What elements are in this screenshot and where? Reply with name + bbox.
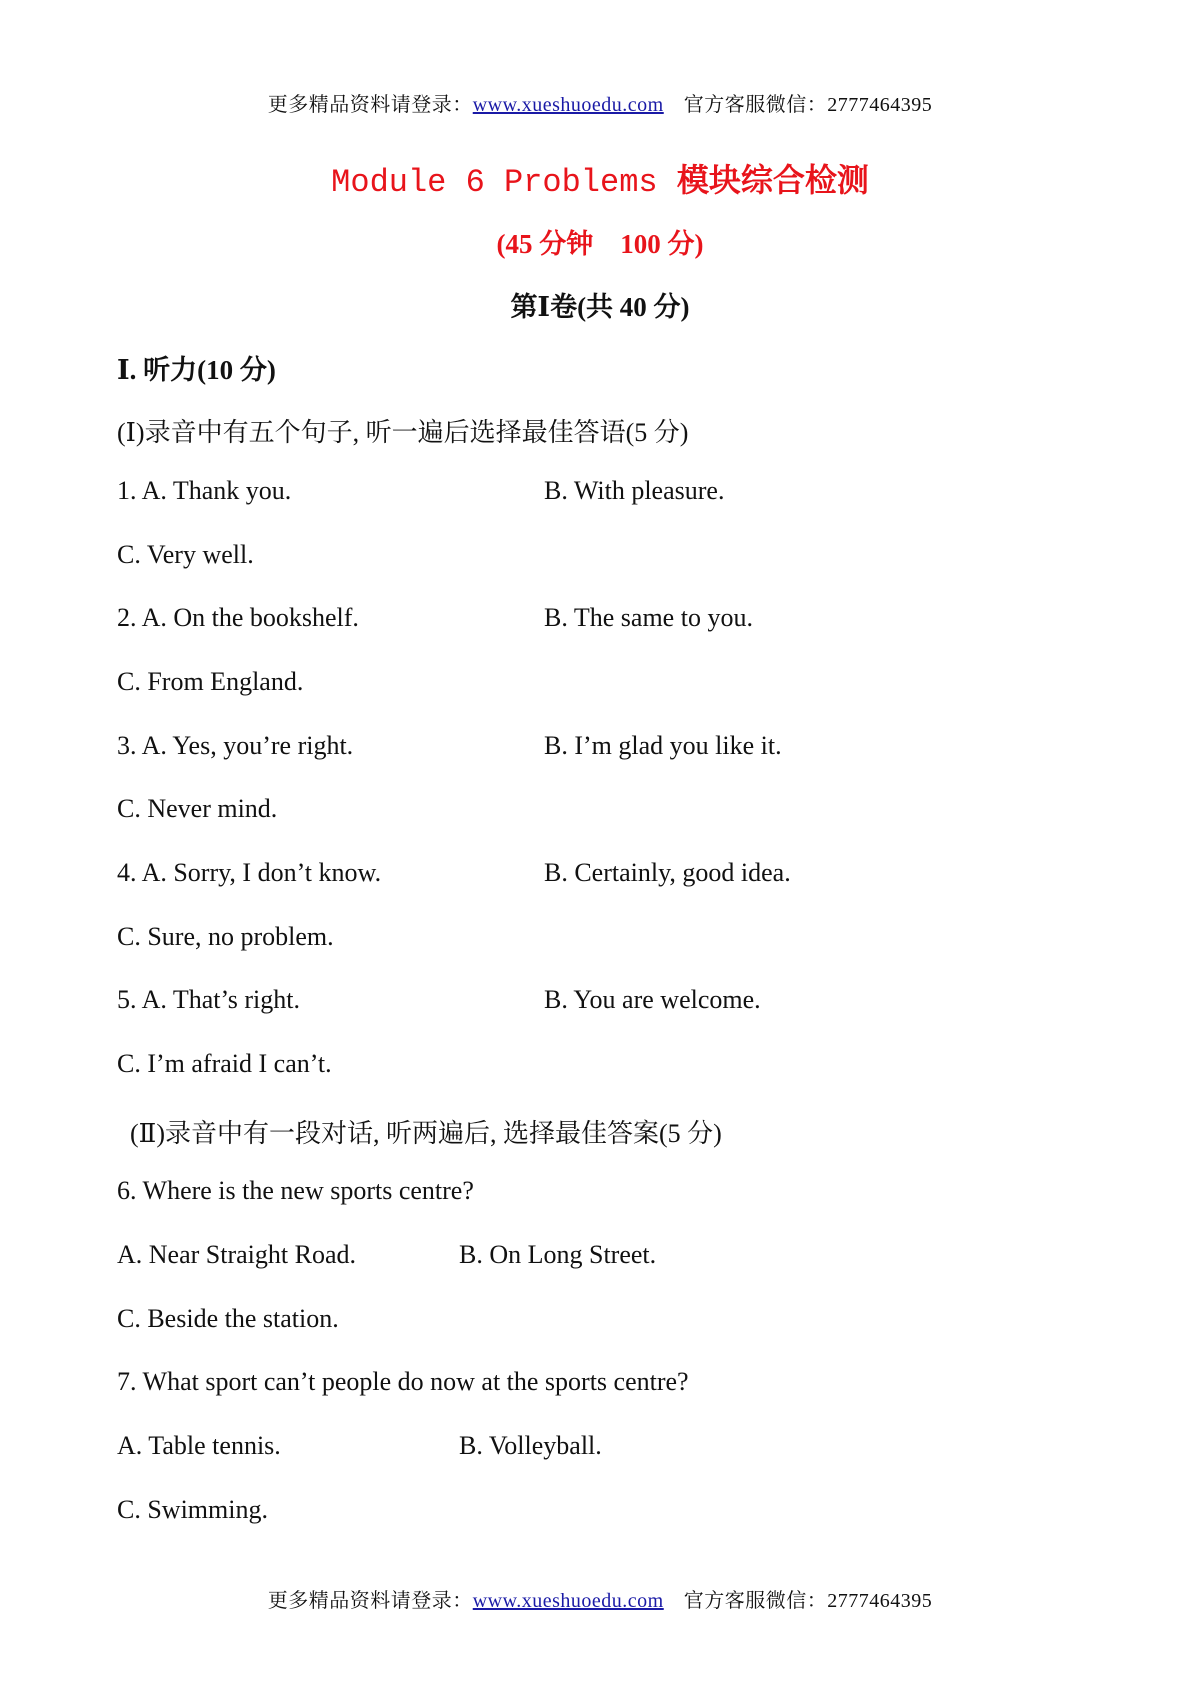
q2-option-b: B. The same to you. [544, 603, 753, 632]
time-and-score: (45 分钟 100 分) [496, 229, 704, 259]
title-module-name: Module 6 Problems [331, 164, 677, 201]
page-header [0, 88, 1200, 117]
q2-option-c: C. From England. [117, 667, 304, 696]
header-prefix: 更多精品资料请登录： [267, 94, 473, 116]
q3-option-b: B. I’m glad you like it. [544, 731, 782, 760]
q7-question: 7. What sport can’t people do now at the sports centre? [117, 1367, 689, 1396]
q3-option-c: C. Never mind. [117, 794, 278, 823]
q3-option-a: 3. A. Yes, you’re right. [117, 731, 354, 760]
q4-option-c: C. Sure, no problem. [117, 922, 334, 951]
q7-option-a: A. Table tennis. [117, 1431, 281, 1460]
q7-option-b: B. Volleyball. [459, 1431, 602, 1460]
footer-website-link[interactable]: www.xueshuoedu.com [472, 1590, 664, 1612]
q2-option-a: 2. A. On the bookshelf. [117, 603, 359, 632]
q6-option-c: C. Beside the station. [117, 1304, 339, 1333]
q5-option-c: C. I’m afraid I can’t. [117, 1049, 332, 1078]
part1-instruction: (Ⅰ)录音中有五个句子, 听一遍后选择最佳答语(5 分) [117, 418, 689, 447]
title-test-name: 模块综合检测 [676, 161, 869, 199]
q5-option-a: 5. A. That’s right. [117, 985, 300, 1014]
header-service-contact: 官方客服微信：2777464395 [683, 94, 933, 116]
footer-prefix: 更多精品资料请登录： [267, 1590, 473, 1612]
q7-option-c: C. Swimming. [117, 1495, 268, 1524]
q1-option-c: C. Very well. [117, 540, 254, 569]
q6-option-b: B. On Long Street. [459, 1240, 657, 1269]
page-title [0, 155, 1200, 201]
footer-service-contact: 官方客服微信：2777464395 [683, 1590, 933, 1612]
q1-option-b: B. With pleasure. [544, 476, 725, 505]
listening-section-heading: Ⅰ. 听力(10 分) [117, 355, 276, 385]
q4-option-a: 4. A. Sorry, I don’t know. [117, 858, 382, 887]
page-footer [0, 1584, 1200, 1613]
q4-option-b: B. Certainly, good idea. [544, 858, 791, 887]
header-website-link[interactable]: www.xueshuoedu.com [472, 94, 664, 116]
q6-question: 6. Where is the new sports centre? [117, 1176, 474, 1205]
part2-instruction: (Ⅱ)录音中有一段对话, 听两遍后, 选择最佳答案(5 分) [130, 1119, 722, 1148]
q6-option-a: A. Near Straight Road. [117, 1240, 357, 1269]
q1-option-a: 1. A. Thank you. [117, 476, 292, 505]
part-one-heading: 第Ⅰ卷(共 40 分) [510, 292, 690, 322]
q5-option-b: B. You are welcome. [544, 985, 761, 1014]
